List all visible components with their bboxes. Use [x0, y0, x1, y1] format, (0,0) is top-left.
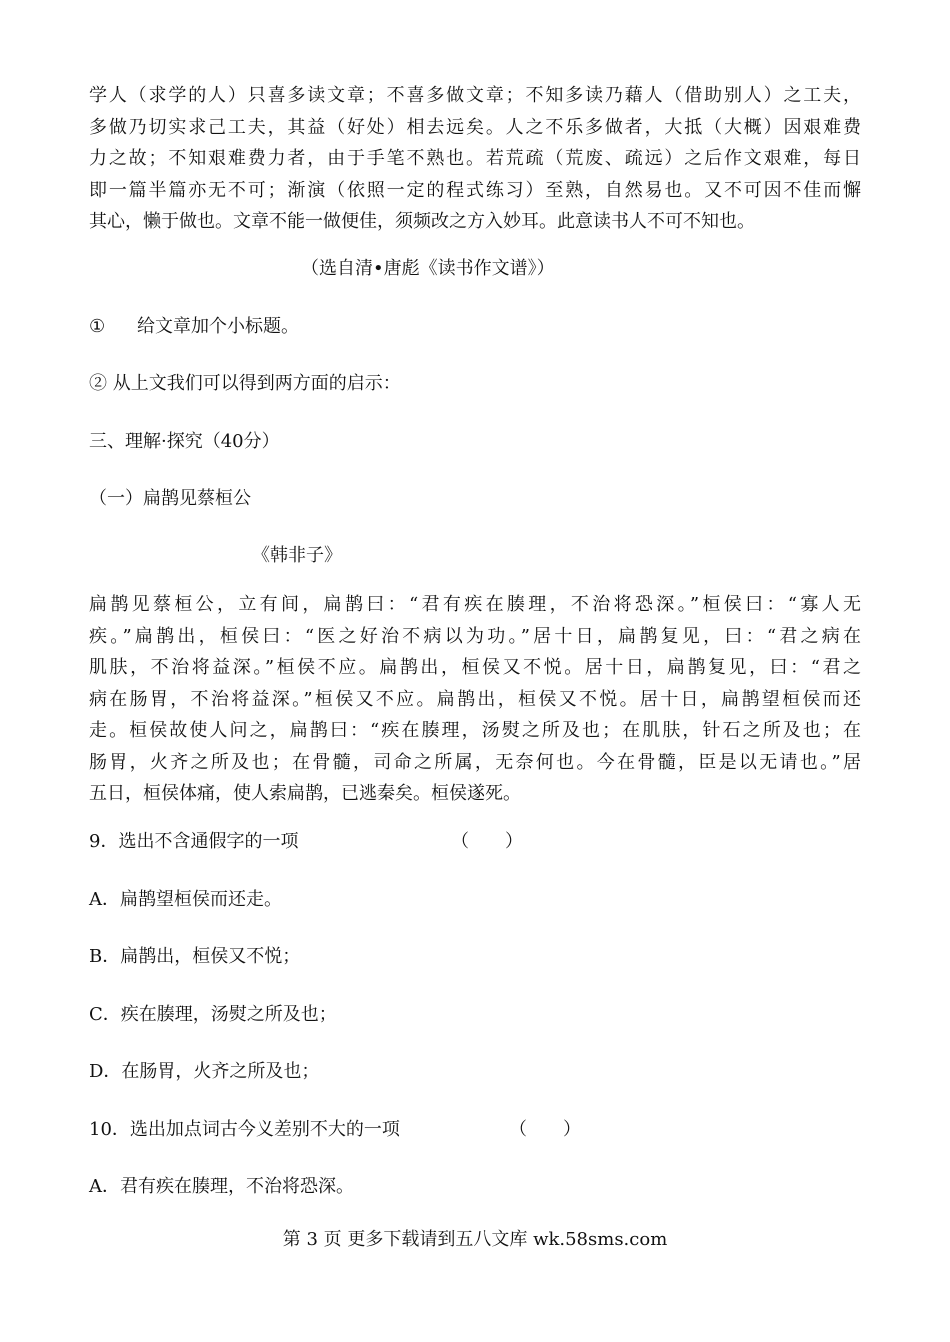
intro-passage: [89, 80, 861, 238]
page-footer: 第 3 页 更多下载请到五八文库 wk.58sms.com: [282, 1229, 668, 1250]
passage-line-3: 肌肤，不治将益深。”桓侯不应。扁鹊出，桓侯又不悦。居十日，扁鹊复见，曰：“君之: [89, 657, 861, 678]
question-9-option-a: A．扁鹊望桓侯而还走。: [89, 889, 282, 910]
passage-line-4: 病在肠胃，不治将益深。”桓侯又不应。扁鹊出，桓侯又不悦。居十日，扁鹊望桓侯而还: [89, 688, 861, 710]
question-1-number: ①: [89, 316, 106, 337]
intro-line-3: 力之故；不知艰难费力者，由于手笔不熟也。若荒疏（荒废、疏远）之后作文艰难，每日: [89, 148, 861, 169]
question-10-text: 10．选出加点词古今义差别不大的一项: [89, 1119, 400, 1140]
passage-line-1: 扁鹊见蔡桓公，立有间，扁鹊曰：“君有疾在腠理，不治将恐深。”桓侯曰：“寡人无: [89, 594, 861, 615]
book-title: 《韩非子》: [252, 545, 342, 566]
question-9-option-b: B．扁鹊出，桓侯又不悦；: [89, 946, 301, 967]
question-9-answer-blank: （ ）: [451, 831, 523, 852]
intro-line-4: 即一篇半篇亦无不可；渐演（依照一定的程式练习）至熟，自然易也。又不可因不佳而懈: [89, 179, 861, 201]
passage-line-2: 疾。”扁鹊出，桓侯曰：“医之好治不病以为功。”居十日，扁鹊复见，曰：“君之病在: [89, 625, 861, 647]
question-10-option-a: A．君有疾在腠理，不治将恐深。: [89, 1176, 354, 1197]
intro-line-2: 多做乃切实求己工夫，其益（好处）相去远矣。人之不乐多做者，大抵（大概）因艰难费: [89, 116, 861, 138]
question-9-option-c: C．疾在腠理，汤熨之所及也；: [89, 1004, 337, 1025]
question-1: [89, 314, 299, 340]
question-9-option-d: D．在肠胃，火齐之所及也；: [89, 1061, 320, 1082]
intro-line-5: 其心，懒于做也。文章不能一做便佳，须频改之方入妙耳。此意读书人不可不知也。: [89, 211, 755, 232]
classical-passage: [89, 589, 861, 810]
passage-line-7: 五日，桓侯体痛，使人索扁鹊，已逃秦矣。桓侯遂死。: [89, 783, 521, 804]
question-1-text: 给文章加个小标题。: [137, 316, 299, 337]
question-10-stem: [89, 1117, 400, 1143]
section-3-heading: 三、理解·探究（40分）: [89, 431, 280, 452]
passage-line-6: 肠胃，火齐之所及也；在骨髓，司命之所属，无奈何也。今在骨髓，臣是以无请也。”居: [89, 751, 861, 773]
section-3-sub-heading: （一）扁鹊见蔡桓公: [89, 488, 251, 509]
question-9-text: 9．选出不含通假字的一项: [89, 831, 299, 852]
intro-source: （选自清•唐彪《读书作文谱》）: [301, 258, 555, 279]
question-2: ② 从上文我们可以得到两方面的启示：: [89, 373, 401, 394]
intro-line-1: 学人（求学的人）只喜多读文章；不喜多做文章；不知多读乃藉人（借助别人）之工夫，: [89, 85, 861, 106]
question-10-answer-blank: （ ）: [509, 1119, 581, 1140]
question-9-stem: [89, 829, 298, 855]
passage-line-5: 走。桓侯故使人问之，扁鹊曰：“疾在腠理，汤熨之所及也；在肌肤，针石之所及也；在: [89, 720, 861, 741]
